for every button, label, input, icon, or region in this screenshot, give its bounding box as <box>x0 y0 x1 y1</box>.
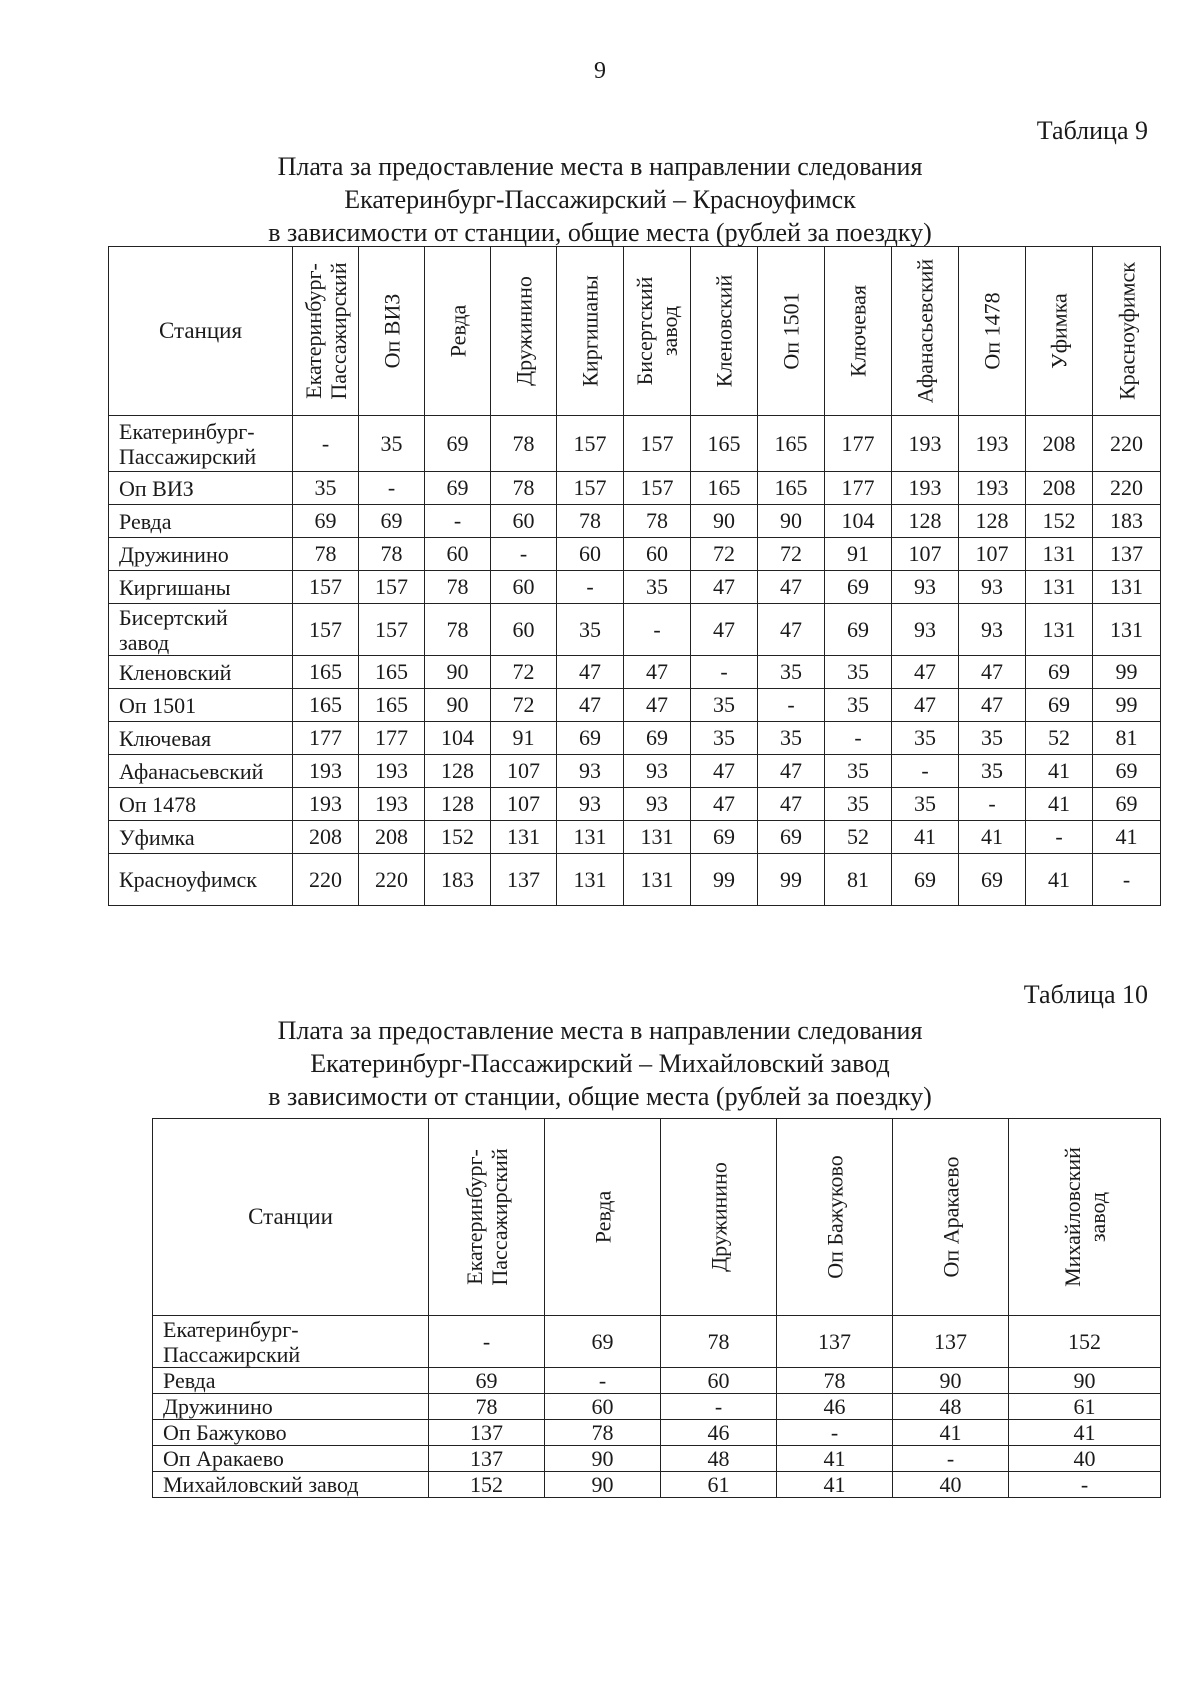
row-station-name: Оп ВИЗ <box>109 472 293 505</box>
table10-column-header <box>893 1119 1009 1316</box>
fare-cell: 152 <box>425 821 491 854</box>
fare-cell: 47 <box>892 656 959 689</box>
fare-cell: 60 <box>624 538 691 571</box>
table-row <box>153 1394 1161 1420</box>
fare-cell: 157 <box>624 472 691 505</box>
fare-cell: 69 <box>1026 656 1093 689</box>
fare-cell: 131 <box>1093 571 1161 604</box>
fare-cell: 193 <box>959 416 1026 472</box>
table9-column-header <box>359 247 425 416</box>
fare-cell: 60 <box>491 604 557 656</box>
table-row <box>109 755 1161 788</box>
table10-column-header-label: Ревда <box>590 1190 615 1244</box>
table9-column-header-label: Киргишаны <box>577 275 603 387</box>
row-station-name: Афанасьевский <box>109 755 293 788</box>
table9-column-header <box>1093 247 1161 416</box>
fare-cell: - <box>1026 821 1093 854</box>
table9-column-header-label: Красноуфимск <box>1114 262 1139 400</box>
fare-cell: 177 <box>293 722 359 755</box>
fare-cell: 78 <box>491 416 557 472</box>
fare-cell: - <box>893 1446 1009 1472</box>
fare-cell: - <box>545 1368 661 1394</box>
fare-cell: 60 <box>661 1368 777 1394</box>
table9-column-header <box>425 247 491 416</box>
fare-cell: 193 <box>293 755 359 788</box>
fare-cell: 91 <box>825 538 892 571</box>
fare-cell: 193 <box>959 472 1026 505</box>
fare-cell: - <box>624 604 691 656</box>
fare-cell: 137 <box>1093 538 1161 571</box>
fare-cell: 41 <box>959 821 1026 854</box>
fare-cell: 35 <box>758 722 825 755</box>
fare-cell: 69 <box>429 1368 545 1394</box>
fare-cell: 93 <box>557 788 624 821</box>
fare-cell: 165 <box>758 472 825 505</box>
fare-cell: 137 <box>777 1316 893 1368</box>
fare-cell: - <box>758 689 825 722</box>
fare-cell: 47 <box>557 656 624 689</box>
fare-cell: - <box>557 571 624 604</box>
fare-cell: 152 <box>429 1472 545 1498</box>
fare-cell: 41 <box>1026 788 1093 821</box>
table10-caption <box>0 1014 1200 1113</box>
fare-cell: 47 <box>624 689 691 722</box>
fare-cell: 69 <box>545 1316 661 1368</box>
fare-cell: 220 <box>1093 416 1161 472</box>
page-number: 9 <box>594 58 606 84</box>
fare-cell: 69 <box>825 604 892 656</box>
fare-cell: 60 <box>545 1394 661 1420</box>
fare-cell: 131 <box>491 821 557 854</box>
row-station-name: Уфимка <box>109 821 293 854</box>
fare-cell: 165 <box>359 656 425 689</box>
row-station-name: Михайловский завод <box>153 1472 429 1498</box>
table9-column-header-label: Афанасьевский <box>912 258 938 404</box>
table9-column-header-label: Дружинино <box>511 276 536 386</box>
fare-cell: 78 <box>429 1394 545 1420</box>
fare-cell: 131 <box>1026 538 1093 571</box>
fare-cell: 99 <box>1093 656 1161 689</box>
fare-cell: 69 <box>293 505 359 538</box>
fare-cell: 104 <box>825 505 892 538</box>
fare-cell: 193 <box>293 788 359 821</box>
row-station-name: Екатеринбург- Пассажирский <box>109 416 293 472</box>
fare-cell: 78 <box>557 505 624 538</box>
table9-column-header <box>758 247 825 416</box>
fare-cell: 90 <box>758 505 825 538</box>
fare-cell: 131 <box>557 821 624 854</box>
fare-cell: 47 <box>758 788 825 821</box>
fare-cell: 90 <box>1009 1368 1161 1394</box>
fare-cell: 157 <box>293 604 359 656</box>
fare-cell: 128 <box>959 505 1026 538</box>
fare-cell: 177 <box>825 416 892 472</box>
table9-column-header <box>293 247 359 416</box>
table-row <box>153 1420 1161 1446</box>
fare-cell: 93 <box>557 755 624 788</box>
fare-cell: 131 <box>1026 604 1093 656</box>
fare-cell: 208 <box>1026 472 1093 505</box>
table9-column-header-label: Ключевая <box>845 284 871 378</box>
fare-cell: 69 <box>1026 689 1093 722</box>
fare-cell: 131 <box>624 854 691 906</box>
table10-label: Таблица 10 <box>1023 980 1148 1009</box>
fare-cell: - <box>959 788 1026 821</box>
fare-cell: 35 <box>825 755 892 788</box>
fare-cell: 47 <box>959 689 1026 722</box>
fare-cell: - <box>661 1394 777 1420</box>
fare-cell: 78 <box>425 571 491 604</box>
table-row <box>153 1446 1161 1472</box>
fare-cell: - <box>825 722 892 755</box>
row-station-name: Оп Бажуково <box>153 1420 429 1446</box>
fare-cell: - <box>892 755 959 788</box>
fare-cell: 35 <box>758 656 825 689</box>
fare-cell: 183 <box>425 854 491 906</box>
table10-column-header-label: Екатеринбург- Пассажирский <box>461 1148 512 1286</box>
fare-cell: 35 <box>825 788 892 821</box>
fare-cell: 81 <box>1093 722 1161 755</box>
fare-cell: 93 <box>959 604 1026 656</box>
row-station-name: Дружинино <box>109 538 293 571</box>
fare-cell: 35 <box>892 722 959 755</box>
table-row <box>109 821 1161 854</box>
row-station-name: Дружинино <box>153 1394 429 1420</box>
fare-cell: 93 <box>892 571 959 604</box>
fare-cell: 78 <box>545 1420 661 1446</box>
fare-cell: 208 <box>1026 416 1093 472</box>
fare-cell: 69 <box>691 821 758 854</box>
fare-cell: 78 <box>425 604 491 656</box>
fare-cell: 47 <box>691 755 758 788</box>
fare-cell: 35 <box>557 604 624 656</box>
table-row <box>109 656 1161 689</box>
table10 <box>152 1118 1161 1498</box>
table10-caption-line-2: Екатеринбург-Пассажирский – Михайловский завод <box>310 1049 890 1078</box>
table-row <box>153 1368 1161 1394</box>
table9-column-header-label: Бисертский завод <box>632 276 682 386</box>
row-station-name: Красноуфимск <box>109 854 293 906</box>
fare-cell: 35 <box>825 689 892 722</box>
table10-column-header-label: Оп Аракаево <box>938 1156 963 1278</box>
fare-cell: - <box>491 538 557 571</box>
fare-cell: 41 <box>1026 854 1093 906</box>
fare-cell: 47 <box>758 755 825 788</box>
table9-column-header-label: Оп 1501 <box>778 292 804 370</box>
table9-corner-header: Станция <box>109 247 293 416</box>
fare-cell: 72 <box>758 538 825 571</box>
table9-column-header <box>959 247 1026 416</box>
fare-cell: - <box>425 505 491 538</box>
fare-cell: 35 <box>293 472 359 505</box>
fare-cell: 220 <box>359 854 425 906</box>
fare-cell: 35 <box>691 722 758 755</box>
table9-column-header-label: Оп ВИЗ <box>379 293 404 369</box>
fare-cell: 99 <box>1093 689 1161 722</box>
fare-cell: - <box>1009 1472 1161 1498</box>
fare-cell: 220 <box>1093 472 1161 505</box>
fare-cell: 107 <box>892 538 959 571</box>
fare-cell: 69 <box>1093 788 1161 821</box>
table10-column-header <box>661 1119 777 1316</box>
fare-cell: 41 <box>892 821 959 854</box>
fare-cell: 131 <box>557 854 624 906</box>
row-station-name: Кленовский <box>109 656 293 689</box>
fare-cell: 107 <box>491 755 557 788</box>
table10-column-header <box>1009 1119 1161 1316</box>
fare-cell: 47 <box>557 689 624 722</box>
fare-cell: 78 <box>624 505 691 538</box>
fare-cell: 41 <box>777 1446 893 1472</box>
fare-cell: 208 <box>293 821 359 854</box>
table-row <box>109 604 1161 656</box>
fare-cell: 35 <box>892 788 959 821</box>
table10-column-header-label: Михайловский завод <box>1059 1147 1110 1287</box>
table10-column-header-label: Дружинино <box>706 1162 731 1272</box>
fare-cell: 60 <box>425 538 491 571</box>
table10-header-row <box>153 1119 1161 1316</box>
fare-cell: 69 <box>758 821 825 854</box>
row-station-name: Ревда <box>109 505 293 538</box>
table9-column-header <box>557 247 624 416</box>
fare-cell: 48 <box>661 1446 777 1472</box>
fare-cell: 193 <box>892 472 959 505</box>
fare-cell: 193 <box>359 755 425 788</box>
fare-cell: 69 <box>624 722 691 755</box>
fare-cell: 52 <box>1026 722 1093 755</box>
fare-cell: 99 <box>758 854 825 906</box>
table9-header-row <box>109 247 1161 416</box>
table-row <box>109 505 1161 538</box>
table-row <box>109 472 1161 505</box>
fare-cell: 69 <box>557 722 624 755</box>
table10-caption-line-1: Плата за предоставление места в направлении следования <box>277 1016 923 1045</box>
table9-column-header <box>825 247 892 416</box>
fare-cell: 47 <box>691 788 758 821</box>
fare-cell: 69 <box>1093 755 1161 788</box>
fare-cell: 41 <box>777 1472 893 1498</box>
fare-cell: 35 <box>959 722 1026 755</box>
fare-cell: 193 <box>359 788 425 821</box>
row-station-name: Оп Аракаево <box>153 1446 429 1472</box>
table-row <box>109 571 1161 604</box>
table-row <box>153 1472 1161 1498</box>
fare-cell: 47 <box>624 656 691 689</box>
fare-cell: 52 <box>825 821 892 854</box>
fare-cell: 47 <box>758 604 825 656</box>
fare-cell: 41 <box>893 1420 1009 1446</box>
fare-cell: 81 <box>825 854 892 906</box>
fare-cell: 41 <box>1026 755 1093 788</box>
fare-cell: - <box>359 472 425 505</box>
table-row <box>109 416 1161 472</box>
fare-cell: - <box>691 656 758 689</box>
fare-cell: 177 <box>359 722 425 755</box>
row-station-name: Ключевая <box>109 722 293 755</box>
fare-cell: 35 <box>624 571 691 604</box>
fare-cell: 137 <box>429 1446 545 1472</box>
fare-cell: 40 <box>1009 1446 1161 1472</box>
fare-cell: 48 <box>893 1394 1009 1420</box>
fare-cell: 69 <box>825 571 892 604</box>
fare-cell: 157 <box>624 416 691 472</box>
fare-cell: 35 <box>959 755 1026 788</box>
fare-cell: 69 <box>959 854 1026 906</box>
fare-cell: 72 <box>491 689 557 722</box>
fare-cell: 60 <box>491 505 557 538</box>
fare-cell: 131 <box>1026 571 1093 604</box>
table9-column-header-label: Уфимка <box>1046 293 1072 369</box>
fare-cell: 157 <box>293 571 359 604</box>
table-row <box>109 689 1161 722</box>
fare-cell: 93 <box>892 604 959 656</box>
table9-caption-line-3: в зависимости от станции, общие места (рублей за поездку) <box>268 218 932 247</box>
fare-cell: 107 <box>491 788 557 821</box>
fare-cell: 78 <box>491 472 557 505</box>
fare-cell: 152 <box>1026 505 1093 538</box>
fare-cell: 60 <box>557 538 624 571</box>
fare-cell: 91 <box>491 722 557 755</box>
fare-cell: - <box>429 1316 545 1368</box>
fare-cell: 93 <box>624 755 691 788</box>
fare-cell: 177 <box>825 472 892 505</box>
table9-label: Таблица 9 <box>1036 116 1148 145</box>
fare-cell: 157 <box>557 416 624 472</box>
table10-corner-header: Станции <box>153 1119 429 1316</box>
fare-cell: 69 <box>359 505 425 538</box>
row-station-name: Киргишаны <box>109 571 293 604</box>
fare-cell: 90 <box>691 505 758 538</box>
fare-cell: 47 <box>691 604 758 656</box>
fare-cell: 46 <box>661 1420 777 1446</box>
fare-cell: 157 <box>359 571 425 604</box>
table-row <box>153 1316 1161 1368</box>
table10-column-header <box>545 1119 661 1316</box>
table9-column-header <box>1026 247 1093 416</box>
fare-cell: 93 <box>624 788 691 821</box>
fare-cell: 90 <box>893 1368 1009 1394</box>
fare-cell: - <box>1093 854 1161 906</box>
fare-cell: 99 <box>691 854 758 906</box>
fare-cell: 41 <box>1093 821 1161 854</box>
table9-caption-line-2: Екатеринбург-Пассажирский – Красноуфимск <box>344 185 856 214</box>
fare-cell: 137 <box>429 1420 545 1446</box>
fare-cell: 137 <box>491 854 557 906</box>
fare-cell: 165 <box>359 689 425 722</box>
fare-cell: 183 <box>1093 505 1161 538</box>
fare-cell: 78 <box>359 538 425 571</box>
fare-cell: 128 <box>425 755 491 788</box>
fare-cell: 152 <box>1009 1316 1161 1368</box>
fare-cell: 72 <box>691 538 758 571</box>
fare-cell: 41 <box>1009 1420 1161 1446</box>
table9 <box>108 246 1161 906</box>
table9-caption <box>0 150 1200 249</box>
fare-cell: 47 <box>691 571 758 604</box>
fare-cell: 128 <box>425 788 491 821</box>
row-station-name: Екатеринбург- Пассажирский <box>153 1316 429 1368</box>
fare-cell: - <box>293 416 359 472</box>
fare-cell: 90 <box>425 689 491 722</box>
fare-cell: 35 <box>691 689 758 722</box>
fare-cell: 61 <box>1009 1394 1161 1420</box>
fare-cell: 157 <box>557 472 624 505</box>
fare-cell: 157 <box>359 604 425 656</box>
table10-column-header-label: Оп Бажуково <box>822 1155 847 1279</box>
row-station-name: Ревда <box>153 1368 429 1394</box>
fare-cell: 69 <box>892 854 959 906</box>
fare-cell: 35 <box>359 416 425 472</box>
table9-column-header-label: Кленовский <box>711 274 737 388</box>
fare-cell: 165 <box>758 416 825 472</box>
table10-caption-line-3: в зависимости от станции, общие места (рублей за поездку) <box>268 1082 932 1111</box>
fare-cell: 165 <box>293 689 359 722</box>
fare-cell: 131 <box>1093 604 1161 656</box>
fare-cell: 193 <box>892 416 959 472</box>
fare-cell: 61 <box>661 1472 777 1498</box>
fare-cell: 40 <box>893 1472 1009 1498</box>
fare-cell: 137 <box>893 1316 1009 1368</box>
table10-column-header <box>429 1119 545 1316</box>
fare-cell: 104 <box>425 722 491 755</box>
fare-cell: 47 <box>892 689 959 722</box>
fare-cell: 35 <box>825 656 892 689</box>
fare-cell: 60 <box>491 571 557 604</box>
fare-cell: 128 <box>892 505 959 538</box>
fare-cell: 69 <box>425 472 491 505</box>
fare-cell: 78 <box>293 538 359 571</box>
table9-caption-line-1: Плата за предоставление места в направлении следования <box>277 152 923 181</box>
table9-column-header <box>624 247 691 416</box>
fare-cell: 208 <box>359 821 425 854</box>
fare-cell: 165 <box>691 416 758 472</box>
fare-cell: 93 <box>959 571 1026 604</box>
fare-cell: 107 <box>959 538 1026 571</box>
fare-cell: - <box>777 1420 893 1446</box>
fare-cell: 220 <box>293 854 359 906</box>
row-station-name: Оп 1501 <box>109 689 293 722</box>
table9-column-header <box>491 247 557 416</box>
fare-cell: 90 <box>425 656 491 689</box>
table9-column-header-label: Екатеринбург- Пассажирский <box>300 262 351 400</box>
fare-cell: 72 <box>491 656 557 689</box>
table-row <box>109 854 1161 906</box>
table10-column-header <box>777 1119 893 1316</box>
fare-cell: 165 <box>691 472 758 505</box>
fare-cell: 47 <box>959 656 1026 689</box>
table9-column-header-label: Оп 1478 <box>979 292 1005 370</box>
table9-column-header <box>892 247 959 416</box>
table9-column-header <box>691 247 758 416</box>
fare-cell: 90 <box>545 1472 661 1498</box>
fare-cell: 69 <box>425 416 491 472</box>
table-row <box>109 538 1161 571</box>
fare-cell: 46 <box>777 1394 893 1420</box>
table-row <box>109 722 1161 755</box>
fare-cell: 78 <box>777 1368 893 1394</box>
fare-cell: 78 <box>661 1316 777 1368</box>
fare-cell: 131 <box>624 821 691 854</box>
row-station-name: Оп 1478 <box>109 788 293 821</box>
row-station-name: Бисертский завод <box>109 604 293 656</box>
table-row <box>109 788 1161 821</box>
fare-cell: 47 <box>758 571 825 604</box>
fare-cell: 90 <box>545 1446 661 1472</box>
table9-column-header-label: Ревда <box>445 304 470 358</box>
fare-cell: 165 <box>293 656 359 689</box>
